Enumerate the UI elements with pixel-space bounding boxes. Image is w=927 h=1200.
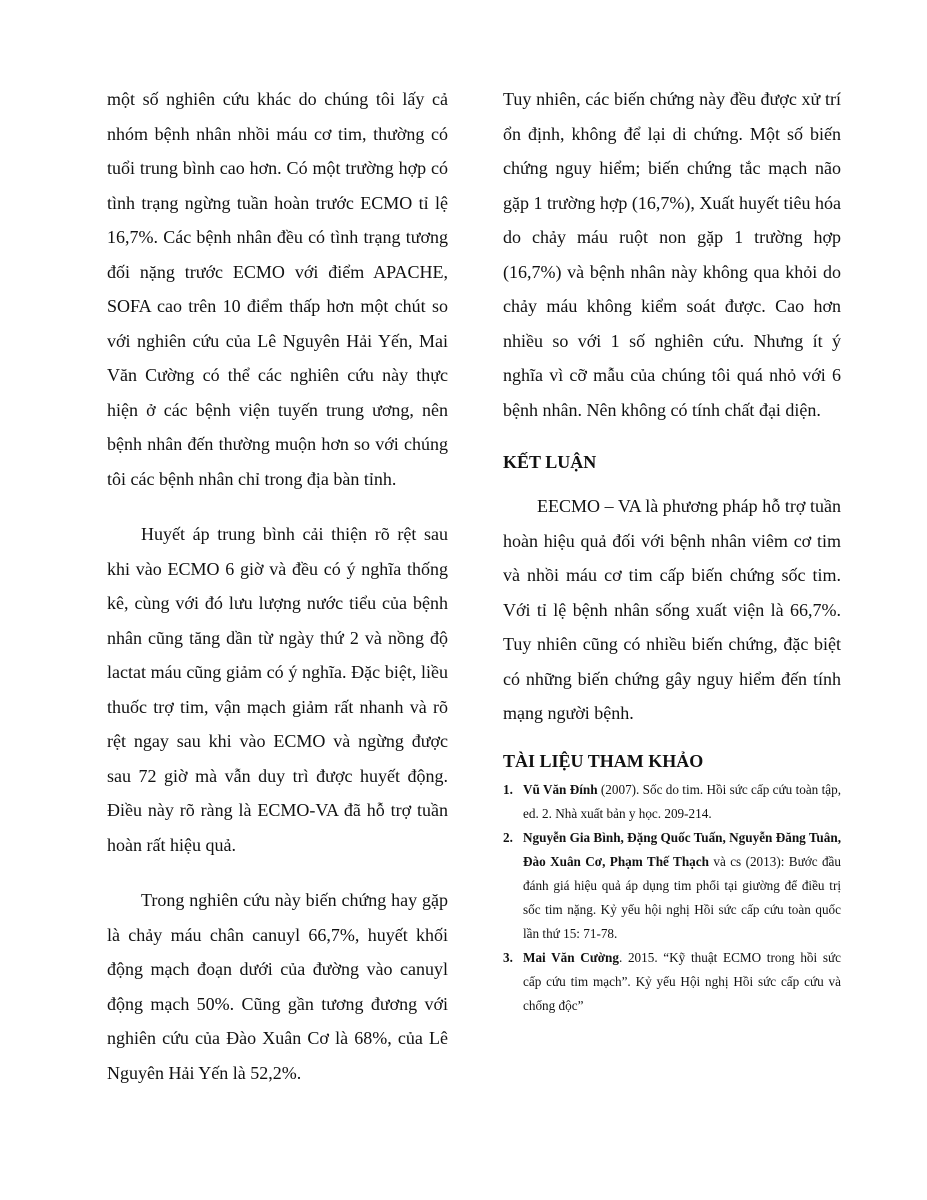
reference-number: 2. [503,829,513,845]
discussion-paragraph-4: Tuy nhiên, các biến chứng này đều được xử trí ổn định, không để lại di chứng. Một số biến chứng nguy hiểm; biến chứng tắc mạch não gặp 1 trường hợp (16,7%), Xuất huyết tiêu hóa do chảy máu ruột non gặp 1 trường hợp (16,7%) và bệnh nhân này không qua khỏi do chảy máu không kiểm soát được. Cao hơn nhiều so với 1 số nghiên cứu. Nhưng ít ý nghĩa vì cỡ mẫu của chúng tôi quá nhỏ với 6 bệnh nhân. Nên không có tính chất đại diện. [503,89,841,420]
discussion-paragraph-1: một số nghiên cứu khác do chúng tôi lấy cả nhóm bệnh nhân nhồi máu cơ tim, thường có tuổi trung bình cao hơn. Có một trường hợp có tình trạng ngừng tuần hoàn trước ECMO tỉ lệ 16,7%. Các bệnh nhân đều có tình trạng tương đối nặng trước ECMO với điểm APACHE, SOFA cao trên 10 điểm thấp hơn một chút so với nghiên cứu của Lê Nguyên Hải Yến, Mai Văn Cường có thể các nghiên cứu này thực hiện ở các bệnh viện tuyến trung ương, nên bệnh nhân đến thường muộn hơn so với chúng tôi các bệnh nhân chỉ trong địa bàn tỉnh. [107,89,448,489]
left-column [107,82,448,1090]
conclusion-heading: KẾT LUẬN [503,452,597,472]
reference-number: 1. [503,781,513,797]
reference-text: (2007). Sốc do tim. Hồi sức cấp cứu toàn tập, ed. 2. Nhà xuất bản y học. 209-214. [523,781,841,821]
reference-item-2 [503,826,841,946]
reference-authors: Mai Văn Cường [523,949,619,965]
reference-item-1 [503,778,841,826]
right-column [503,82,841,1018]
reference-authors: Vũ Văn Đính [523,781,598,797]
reference-list [503,778,841,1018]
reference-item-3 [503,946,841,1018]
reference-text: . 2015. “Kỹ thuật ECMO trong hồi sức cấp cứu tim mạch”. Kỷ yếu Hội nghị Hồi sức cấp cứu và chống độc” [523,949,841,1013]
discussion-paragraph-3: Trong nghiên cứu này biến chứng hay gặp là chảy máu chân canuyl 66,7%, huyết khối động mạch đoạn dưới của đường vào canuyl động mạch 50%. Cũng gần tương đương với nghiên cứu của Đào Xuân Cơ là 68%, của Lê Nguyên Hải Yến là 52,2%. [107,890,448,1083]
reference-text: và cs (2013): Bước đầu đánh giá hiệu quả áp dụng tim phổi tại giường để điều trị sốc tim nặng. Kỷ yếu hội nghị Hồi sức cấp cứu toàn quốc lần thứ 15: 71-78. [523,853,841,941]
references-heading: TÀI LIỆU THAM KHẢO [503,750,704,771]
discussion-paragraph-2: Huyết áp trung bình cải thiện rõ rệt sau khi vào ECMO 6 giờ và đều có ý nghĩa thống kê, cùng với đó lưu lượng nước tiểu của bệnh nhân cũng tăng dần từ ngày thứ 2 và nồng độ lactat máu cũng giảm có ý nghĩa. Đặc biệt, liều thuốc trợ tim, vận mạch giảm rất nhanh và rõ rệt ngay sau khi vào ECMO và ngừng được sau 72 giờ mà vẫn duy trì được huyết động. Điều này rõ ràng là ECMO-VA đã hỗ trợ tuần hoàn rất hiệu quả. [107,524,448,855]
conclusion-paragraph: EECMO – VA là phương pháp hỗ trợ tuần hoàn hiệu quả đối với bệnh nhân viêm cơ tim và nhồi máu cơ tim cấp biến chứng sốc tim. Với tỉ lệ bệnh nhân sống xuất viện là 66,7%. Tuy nhiên cũng có nhiều biến chứng, đặc biệt có những biến chứng gây nguy hiểm đến tính mạng người bệnh. [503,496,841,723]
reference-number: 3. [503,949,513,965]
reference-authors: Nguyễn Gia Bình, Đặng Quốc Tuấn, Nguyễn Đăng Tuân, Đào Xuân Cơ, Phạm Thế Thạch [523,829,841,869]
